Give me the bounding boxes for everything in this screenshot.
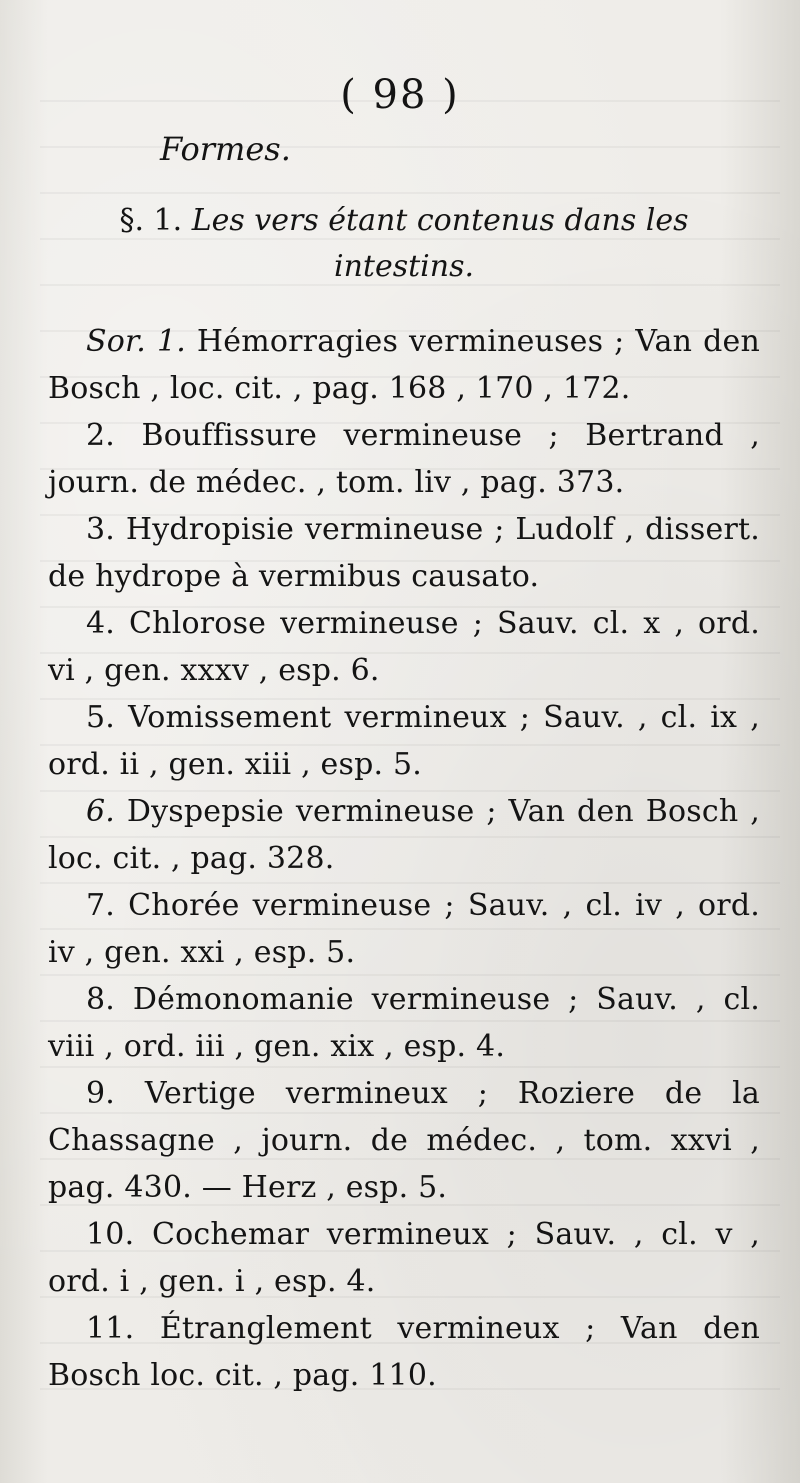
entry-number: 2. bbox=[86, 418, 116, 453]
entry-3 bbox=[48, 506, 760, 600]
entry-10 bbox=[48, 1211, 760, 1305]
entry-2 bbox=[48, 412, 760, 506]
entry-number: 4. bbox=[86, 606, 116, 641]
entry-text: Bouffissure vermineuse ; Bertrand , journ. de médec. , tom. liv , pag. 373. bbox=[48, 418, 760, 500]
entry-number: 11. bbox=[86, 1311, 135, 1346]
section-title: Formes. bbox=[160, 130, 291, 168]
entry-4 bbox=[48, 600, 760, 694]
section-mark: §. 1. bbox=[119, 203, 183, 238]
entry-number: 5. bbox=[86, 700, 116, 735]
entry-5 bbox=[48, 694, 760, 788]
section-heading-text: Les vers étant contenus dans les intestins. bbox=[191, 203, 689, 284]
entry-text: Vomissement vermineux ; Sauv. , cl. ix , ord. ii , gen. xiii , esp. 5. bbox=[48, 700, 760, 782]
entry-text: Hydropisie vermineuse ; Ludolf , dissert. de hydrope à vermibus causato. bbox=[48, 512, 760, 594]
entry-text: Chlorose vermineuse ; Sauv. cl. x , ord. vi , gen. xxxv , esp. 6. bbox=[48, 606, 760, 688]
entry-number: 8. bbox=[86, 982, 116, 1017]
entry-8 bbox=[48, 976, 760, 1070]
entry-number: 10. bbox=[86, 1217, 135, 1252]
entry-7 bbox=[48, 882, 760, 976]
entry-list bbox=[48, 318, 760, 1399]
entry-text: Démonomanie vermineuse ; Sauv. , cl. viii , ord. iii , gen. xix , esp. 4. bbox=[48, 982, 760, 1064]
entry-text: Vertige vermineux ; Roziere de la Chassagne , journ. de médec. , tom. xxvi , pag. 430. — Herz , esp. 5. bbox=[48, 1076, 760, 1205]
entry-number: 7. bbox=[86, 888, 116, 923]
entry-6 bbox=[48, 788, 760, 882]
entry-number: 9. bbox=[86, 1076, 116, 1111]
entry-text: Cochemar vermineux ; Sauv. , cl. v , ord. i , gen. i , esp. 4. bbox=[48, 1217, 760, 1299]
entry-number: 6. bbox=[86, 794, 116, 829]
entry-text: Hémorragies vermineuses ; Van den Bosch , loc. cit. , pag. 168 , 170 , 172. bbox=[48, 324, 760, 406]
entry-text: Chorée vermineuse ; Sauv. , cl. iv , ord. iv , gen. xxi , esp. 5. bbox=[48, 888, 760, 970]
entry-text: Dyspepsie vermineuse ; Van den Bosch , loc. cit. , pag. 328. bbox=[48, 794, 760, 876]
entry-11 bbox=[48, 1305, 760, 1399]
entry-number: 3. bbox=[86, 512, 116, 547]
entry-9 bbox=[48, 1070, 760, 1211]
entry-1 bbox=[48, 318, 760, 412]
entry-number: Sor. 1. bbox=[86, 324, 186, 359]
page-number: ( 98 ) bbox=[340, 72, 460, 118]
section-heading bbox=[48, 198, 760, 290]
entry-text: Étranglement vermineux ; Van den Bosch loc. cit. , pag. 110. bbox=[48, 1311, 760, 1393]
